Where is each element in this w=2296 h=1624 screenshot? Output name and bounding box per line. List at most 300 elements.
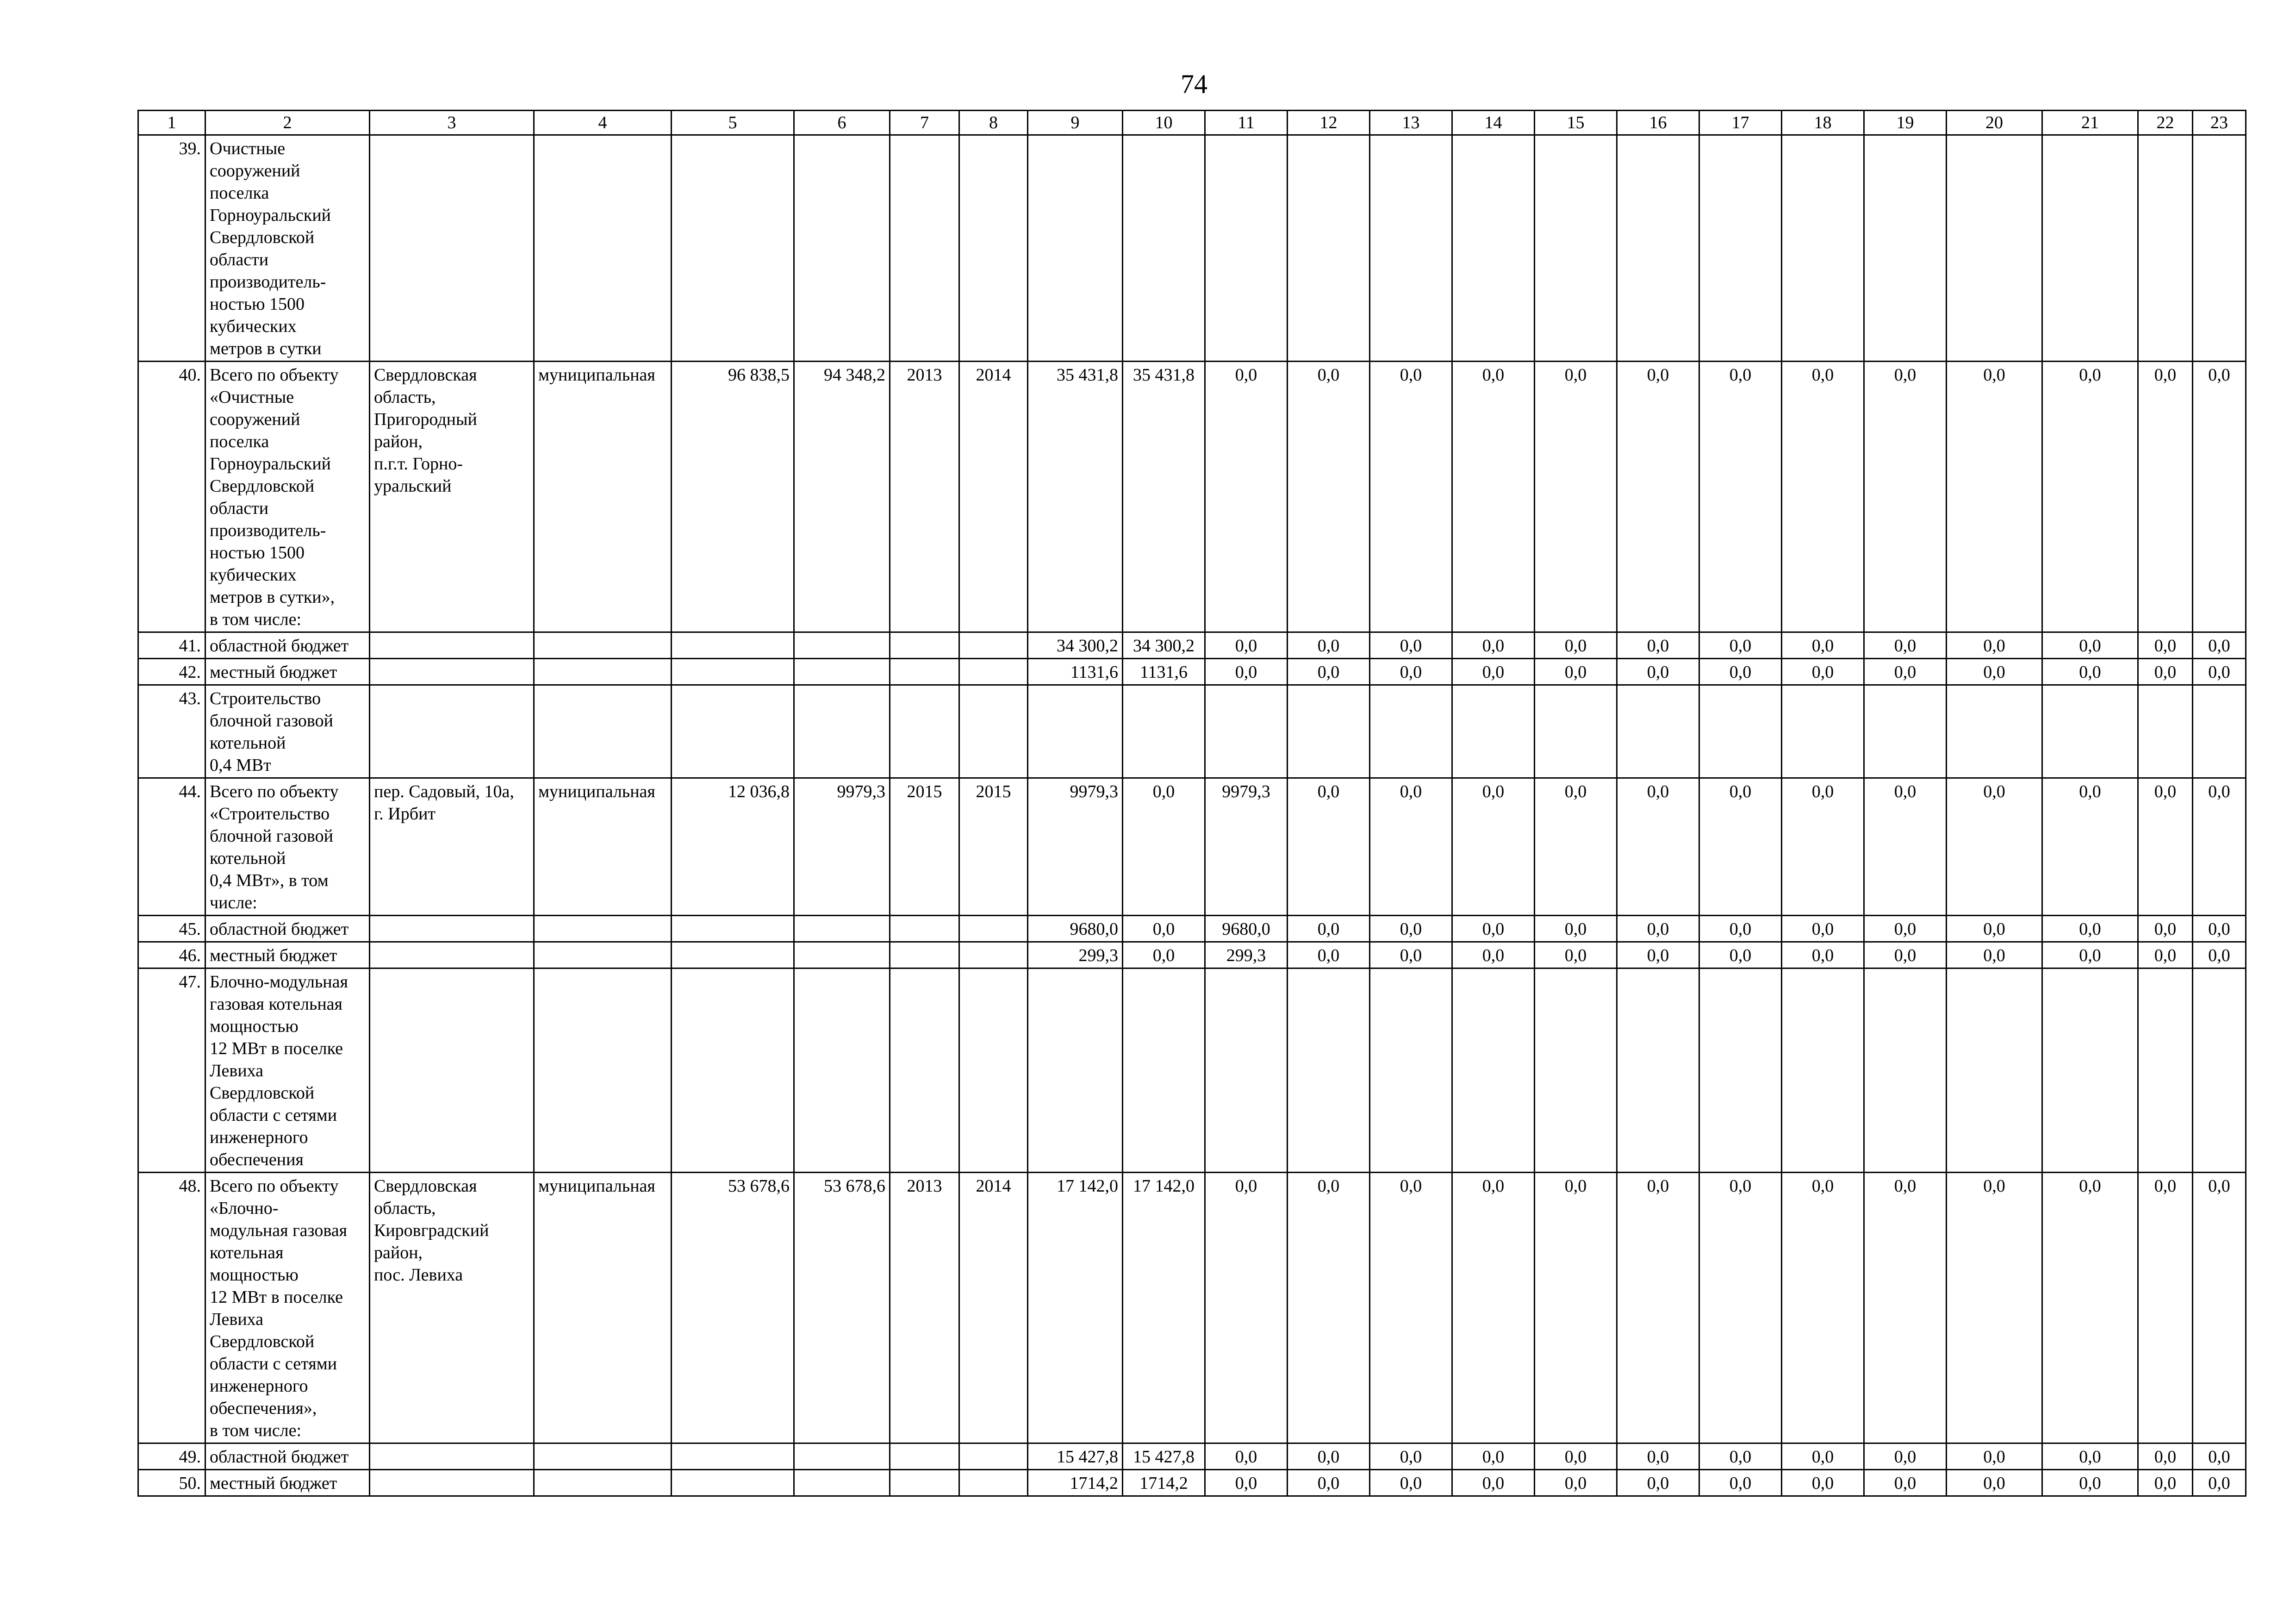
table-row (138, 659, 2246, 685)
total-funding (1028, 968, 1123, 1173)
end-year (959, 659, 1028, 685)
start-year (890, 659, 959, 685)
funding-col-20 (1947, 685, 2042, 778)
column-number-6: 6 (794, 111, 890, 135)
start-year (890, 135, 959, 362)
column-number-17: 17 (1699, 111, 1782, 135)
funding-col-18: 0,0 (1782, 362, 1864, 632)
funding-col-14: 0,0 (1452, 1470, 1535, 1496)
ownership-type (534, 659, 672, 685)
funding-col-21: 0,0 (2042, 916, 2138, 942)
funding-col-20: 0,0 (1947, 916, 2042, 942)
funding-col-22: 0,0 (2138, 1173, 2193, 1443)
estimated-cost (672, 135, 794, 362)
start-year (890, 1443, 959, 1470)
funding-col-19: 0,0 (1864, 942, 1947, 968)
funding-col-16: 0,0 (1617, 1443, 1699, 1470)
remaining-cost (794, 968, 890, 1173)
total-funding (1028, 685, 1123, 778)
funding-col-21: 0,0 (2042, 362, 2138, 632)
funding-col-13 (1370, 968, 1452, 1173)
row-number: 49. (138, 1443, 205, 1470)
funding-col-10 (1123, 135, 1205, 362)
funding-col-18: 0,0 (1782, 1173, 1864, 1443)
funding-col-23: 0,0 (2193, 942, 2246, 968)
object-name: областной бюджет (205, 916, 370, 942)
funding-col-16: 0,0 (1617, 778, 1699, 916)
funding-col-19: 0,0 (1864, 778, 1947, 916)
funding-col-15: 0,0 (1535, 632, 1617, 659)
column-number-1: 1 (138, 111, 205, 135)
funding-col-12: 0,0 (1288, 362, 1370, 632)
total-funding: 1714,2 (1028, 1470, 1123, 1496)
remaining-cost (794, 916, 890, 942)
end-year (959, 942, 1028, 968)
remaining-cost (794, 685, 890, 778)
funding-col-18: 0,0 (1782, 659, 1864, 685)
funding-col-15: 0,0 (1535, 942, 1617, 968)
ownership-type (534, 916, 672, 942)
total-funding: 9680,0 (1028, 916, 1123, 942)
funding-col-16 (1617, 968, 1699, 1173)
remaining-cost (794, 632, 890, 659)
funding-col-20: 0,0 (1947, 942, 2042, 968)
remaining-cost (794, 135, 890, 362)
end-year (959, 916, 1028, 942)
funding-col-16: 0,0 (1617, 942, 1699, 968)
estimated-cost (672, 1470, 794, 1496)
object-location (370, 135, 534, 362)
object-location (370, 1470, 534, 1496)
funding-col-12: 0,0 (1288, 1443, 1370, 1470)
object-name: областной бюджет (205, 1443, 370, 1470)
funding-col-23: 0,0 (2193, 362, 2246, 632)
object-name: Всего по объекту «Строительство блочной газовой котельной 0,4 МВт», в том числе: (205, 778, 370, 916)
funding-col-10: 15 427,8 (1123, 1443, 1205, 1470)
start-year: 2013 (890, 1173, 959, 1443)
column-number-2: 2 (205, 111, 370, 135)
funding-col-22: 0,0 (2138, 942, 2193, 968)
estimated-cost: 53 678,6 (672, 1173, 794, 1443)
funding-col-18: 0,0 (1782, 1443, 1864, 1470)
funding-col-12: 0,0 (1288, 942, 1370, 968)
funding-col-20: 0,0 (1947, 1173, 2042, 1443)
total-funding: 17 142,0 (1028, 1173, 1123, 1443)
object-location (370, 632, 534, 659)
table-row (138, 632, 2246, 659)
funding-col-15 (1535, 685, 1617, 778)
column-number-9: 9 (1028, 111, 1123, 135)
object-name: Очистные сооружений поселка Горноуральский Свердловской области производитель- ностью 1500 кубических метров в сутки (205, 135, 370, 362)
end-year: 2015 (959, 778, 1028, 916)
start-year: 2013 (890, 362, 959, 632)
row-number: 47. (138, 968, 205, 1173)
column-number-10: 10 (1123, 111, 1205, 135)
ownership-type (534, 1470, 672, 1496)
funding-col-23: 0,0 (2193, 1173, 2246, 1443)
funding-col-17: 0,0 (1699, 659, 1782, 685)
column-number-14: 14 (1452, 111, 1535, 135)
funding-col-21: 0,0 (2042, 632, 2138, 659)
row-number: 45. (138, 916, 205, 942)
total-funding: 9979,3 (1028, 778, 1123, 916)
funding-col-13: 0,0 (1370, 659, 1452, 685)
object-location: Свердловская область, Пригородный район, п.г.т. Горно- уральский (370, 362, 534, 632)
end-year (959, 1470, 1028, 1496)
end-year (959, 135, 1028, 362)
funding-col-13: 0,0 (1370, 362, 1452, 632)
funding-col-16 (1617, 135, 1699, 362)
funding-col-13: 0,0 (1370, 1470, 1452, 1496)
funding-col-21: 0,0 (2042, 1173, 2138, 1443)
funding-col-18 (1782, 135, 1864, 362)
funding-col-22: 0,0 (2138, 632, 2193, 659)
funding-col-13: 0,0 (1370, 1173, 1452, 1443)
total-funding: 1131,6 (1028, 659, 1123, 685)
funding-col-13: 0,0 (1370, 632, 1452, 659)
ownership-type (534, 632, 672, 659)
funding-col-12: 0,0 (1288, 659, 1370, 685)
page-number: 74 (1181, 69, 1207, 99)
row-number: 48. (138, 1173, 205, 1443)
funding-col-10: 1714,2 (1123, 1470, 1205, 1496)
funding-col-16: 0,0 (1617, 1173, 1699, 1443)
funding-col-23: 0,0 (2193, 632, 2246, 659)
funding-col-14: 0,0 (1452, 942, 1535, 968)
funding-col-18: 0,0 (1782, 778, 1864, 916)
end-year (959, 685, 1028, 778)
funding-col-13: 0,0 (1370, 1443, 1452, 1470)
funding-col-12: 0,0 (1288, 632, 1370, 659)
ownership-type: муниципальная (534, 362, 672, 632)
object-location: пер. Садовый, 10а, г. Ирбит (370, 778, 534, 916)
row-number: 40. (138, 362, 205, 632)
funding-col-12 (1288, 685, 1370, 778)
funding-col-14: 0,0 (1452, 1443, 1535, 1470)
column-number-12: 12 (1288, 111, 1370, 135)
funding-col-17 (1699, 968, 1782, 1173)
object-name: местный бюджет (205, 942, 370, 968)
funding-col-12 (1288, 135, 1370, 362)
funding-col-20: 0,0 (1947, 778, 2042, 916)
remaining-cost (794, 1443, 890, 1470)
total-funding: 35 431,8 (1028, 362, 1123, 632)
column-number-row (138, 111, 2246, 135)
funding-col-18: 0,0 (1782, 632, 1864, 659)
start-year (890, 1470, 959, 1496)
funding-col-16: 0,0 (1617, 659, 1699, 685)
end-year: 2014 (959, 1173, 1028, 1443)
table-row (138, 1470, 2246, 1496)
total-funding (1028, 135, 1123, 362)
funding-col-15 (1535, 135, 1617, 362)
funding-col-15: 0,0 (1535, 916, 1617, 942)
funding-col-20 (1947, 968, 2042, 1173)
funding-col-12: 0,0 (1288, 1173, 1370, 1443)
estimated-cost: 96 838,5 (672, 362, 794, 632)
object-name: Блочно-модульная газовая котельная мощностью 12 МВт в поселке Левиха Свердловской области с сетями инженерного обеспечения (205, 968, 370, 1173)
funding-col-11: 0,0 (1205, 1443, 1288, 1470)
ownership-type (534, 1443, 672, 1470)
funding-col-17: 0,0 (1699, 916, 1782, 942)
column-number-13: 13 (1370, 111, 1452, 135)
total-funding: 15 427,8 (1028, 1443, 1123, 1470)
remaining-cost (794, 942, 890, 968)
funding-col-17 (1699, 135, 1782, 362)
start-year (890, 968, 959, 1173)
column-number-16: 16 (1617, 111, 1699, 135)
ownership-type: муниципальная (534, 1173, 672, 1443)
funding-col-23 (2193, 135, 2246, 362)
funding-col-14: 0,0 (1452, 1173, 1535, 1443)
end-year (959, 632, 1028, 659)
estimated-cost (672, 916, 794, 942)
row-number: 44. (138, 778, 205, 916)
budget-table (137, 110, 2246, 1497)
funding-col-13: 0,0 (1370, 778, 1452, 916)
funding-col-18: 0,0 (1782, 942, 1864, 968)
funding-col-23: 0,0 (2193, 1470, 2246, 1496)
funding-col-16: 0,0 (1617, 1470, 1699, 1496)
funding-col-21: 0,0 (2042, 659, 2138, 685)
funding-col-15: 0,0 (1535, 1173, 1617, 1443)
column-number-3: 3 (370, 111, 534, 135)
remaining-cost: 9979,3 (794, 778, 890, 916)
column-number-11: 11 (1205, 111, 1288, 135)
funding-col-16: 0,0 (1617, 362, 1699, 632)
funding-col-20: 0,0 (1947, 1443, 2042, 1470)
funding-col-19: 0,0 (1864, 1470, 1947, 1496)
funding-col-11 (1205, 685, 1288, 778)
funding-col-10: 17 142,0 (1123, 1173, 1205, 1443)
column-number-7: 7 (890, 111, 959, 135)
object-location (370, 968, 534, 1173)
funding-col-11 (1205, 135, 1288, 362)
funding-col-17: 0,0 (1699, 1470, 1782, 1496)
estimated-cost (672, 942, 794, 968)
funding-col-12 (1288, 968, 1370, 1173)
total-funding: 299,3 (1028, 942, 1123, 968)
funding-col-16: 0,0 (1617, 916, 1699, 942)
funding-col-23: 0,0 (2193, 659, 2246, 685)
object-location (370, 685, 534, 778)
funding-col-12: 0,0 (1288, 916, 1370, 942)
row-number: 39. (138, 135, 205, 362)
table-row (138, 1443, 2246, 1470)
row-number: 42. (138, 659, 205, 685)
table-row (138, 135, 2246, 362)
funding-col-13 (1370, 135, 1452, 362)
ownership-type (534, 968, 672, 1173)
funding-col-18 (1782, 685, 1864, 778)
funding-col-19: 0,0 (1864, 1173, 1947, 1443)
column-number-22: 22 (2138, 111, 2193, 135)
start-year (890, 942, 959, 968)
funding-col-22 (2138, 135, 2193, 362)
funding-col-11: 0,0 (1205, 659, 1288, 685)
funding-col-13: 0,0 (1370, 942, 1452, 968)
funding-col-19 (1864, 968, 1947, 1173)
column-number-19: 19 (1864, 111, 1947, 135)
funding-col-22: 0,0 (2138, 659, 2193, 685)
funding-col-23: 0,0 (2193, 916, 2246, 942)
funding-col-21 (2042, 135, 2138, 362)
column-number-8: 8 (959, 111, 1028, 135)
funding-col-21 (2042, 968, 2138, 1173)
funding-col-16: 0,0 (1617, 632, 1699, 659)
funding-col-11: 299,3 (1205, 942, 1288, 968)
funding-col-14 (1452, 685, 1535, 778)
column-number-20: 20 (1947, 111, 2042, 135)
end-year (959, 968, 1028, 1173)
row-number: 41. (138, 632, 205, 659)
funding-col-18 (1782, 968, 1864, 1173)
funding-col-14: 0,0 (1452, 916, 1535, 942)
end-year: 2014 (959, 362, 1028, 632)
start-year (890, 916, 959, 942)
remaining-cost: 94 348,2 (794, 362, 890, 632)
table-row (138, 778, 2246, 916)
funding-col-11: 9680,0 (1205, 916, 1288, 942)
funding-col-17: 0,0 (1699, 1443, 1782, 1470)
column-number-4: 4 (534, 111, 672, 135)
funding-col-14 (1452, 135, 1535, 362)
funding-col-23 (2193, 685, 2246, 778)
funding-col-14: 0,0 (1452, 778, 1535, 916)
funding-col-10: 34 300,2 (1123, 632, 1205, 659)
object-location (370, 659, 534, 685)
table-row (138, 685, 2246, 778)
funding-col-17: 0,0 (1699, 632, 1782, 659)
funding-col-21: 0,0 (2042, 778, 2138, 916)
funding-col-22: 0,0 (2138, 362, 2193, 632)
funding-col-19 (1864, 135, 1947, 362)
table-row (138, 1173, 2246, 1443)
ownership-type: муниципальная (534, 778, 672, 916)
funding-col-19 (1864, 685, 1947, 778)
object-name: областной бюджет (205, 632, 370, 659)
funding-col-22 (2138, 968, 2193, 1173)
object-location (370, 1443, 534, 1470)
funding-col-21: 0,0 (2042, 942, 2138, 968)
funding-col-15: 0,0 (1535, 362, 1617, 632)
object-name: местный бюджет (205, 1470, 370, 1496)
table-row (138, 916, 2246, 942)
column-number-23: 23 (2193, 111, 2246, 135)
funding-col-20: 0,0 (1947, 632, 2042, 659)
start-year: 2015 (890, 778, 959, 916)
funding-col-14: 0,0 (1452, 362, 1535, 632)
funding-col-19: 0,0 (1864, 1443, 1947, 1470)
funding-col-22: 0,0 (2138, 916, 2193, 942)
funding-col-12: 0,0 (1288, 778, 1370, 916)
object-name: Всего по объекту «Блочно- модульная газовая котельная мощностью 12 МВт в поселке Левиха Свердловской области с сетями инженерного обеспечения», в том числе: (205, 1173, 370, 1443)
funding-col-10: 1131,6 (1123, 659, 1205, 685)
table-row (138, 968, 2246, 1173)
funding-col-22: 0,0 (2138, 1443, 2193, 1470)
funding-col-19: 0,0 (1864, 632, 1947, 659)
funding-col-23: 0,0 (2193, 778, 2246, 916)
end-year (959, 1443, 1028, 1470)
column-number-21: 21 (2042, 111, 2138, 135)
funding-col-22: 0,0 (2138, 778, 2193, 916)
funding-col-14 (1452, 968, 1535, 1173)
funding-col-11: 0,0 (1205, 632, 1288, 659)
funding-col-23: 0,0 (2193, 1443, 2246, 1470)
funding-col-10: 0,0 (1123, 942, 1205, 968)
funding-col-14: 0,0 (1452, 632, 1535, 659)
funding-col-14: 0,0 (1452, 659, 1535, 685)
funding-col-11: 0,0 (1205, 362, 1288, 632)
funding-col-16 (1617, 685, 1699, 778)
funding-col-15 (1535, 968, 1617, 1173)
table-row (138, 362, 2246, 632)
funding-col-21 (2042, 685, 2138, 778)
funding-col-18: 0,0 (1782, 1470, 1864, 1496)
estimated-cost (672, 968, 794, 1173)
funding-col-10: 0,0 (1123, 916, 1205, 942)
estimated-cost: 12 036,8 (672, 778, 794, 916)
funding-col-17: 0,0 (1699, 362, 1782, 632)
funding-col-13 (1370, 685, 1452, 778)
funding-col-11 (1205, 968, 1288, 1173)
start-year (890, 632, 959, 659)
funding-col-10 (1123, 685, 1205, 778)
ownership-type (534, 685, 672, 778)
object-location (370, 942, 534, 968)
remaining-cost: 53 678,6 (794, 1173, 890, 1443)
funding-col-19: 0,0 (1864, 362, 1947, 632)
ownership-type (534, 942, 672, 968)
funding-col-20: 0,0 (1947, 659, 2042, 685)
funding-col-19: 0,0 (1864, 916, 1947, 942)
funding-col-17: 0,0 (1699, 942, 1782, 968)
funding-col-20 (1947, 135, 2042, 362)
row-number: 50. (138, 1470, 205, 1496)
funding-col-15: 0,0 (1535, 659, 1617, 685)
funding-col-22: 0,0 (2138, 1470, 2193, 1496)
funding-col-21: 0,0 (2042, 1443, 2138, 1470)
funding-col-17: 0,0 (1699, 1173, 1782, 1443)
ownership-type (534, 135, 672, 362)
funding-col-18: 0,0 (1782, 916, 1864, 942)
object-name: Строительство блочной газовой котельной 0,4 МВт (205, 685, 370, 778)
column-number-5: 5 (672, 111, 794, 135)
total-funding: 34 300,2 (1028, 632, 1123, 659)
funding-col-11: 9979,3 (1205, 778, 1288, 916)
column-number-15: 15 (1535, 111, 1617, 135)
funding-col-19: 0,0 (1864, 659, 1947, 685)
funding-col-11: 0,0 (1205, 1470, 1288, 1496)
funding-col-15: 0,0 (1535, 1470, 1617, 1496)
funding-col-15: 0,0 (1535, 1443, 1617, 1470)
remaining-cost (794, 659, 890, 685)
funding-col-17 (1699, 685, 1782, 778)
funding-col-11: 0,0 (1205, 1173, 1288, 1443)
object-name: Всего по объекту «Очистные сооружений поселка Горноуральский Свердловской области производитель- ностью 1500 кубических метров в сутки», в том числе: (205, 362, 370, 632)
row-number: 43. (138, 685, 205, 778)
funding-col-13: 0,0 (1370, 916, 1452, 942)
funding-col-20: 0,0 (1947, 362, 2042, 632)
funding-col-21: 0,0 (2042, 1470, 2138, 1496)
remaining-cost (794, 1470, 890, 1496)
funding-col-12: 0,0 (1288, 1470, 1370, 1496)
row-number: 46. (138, 942, 205, 968)
funding-col-17: 0,0 (1699, 778, 1782, 916)
column-number-18: 18 (1782, 111, 1864, 135)
estimated-cost (672, 632, 794, 659)
funding-col-10: 35 431,8 (1123, 362, 1205, 632)
